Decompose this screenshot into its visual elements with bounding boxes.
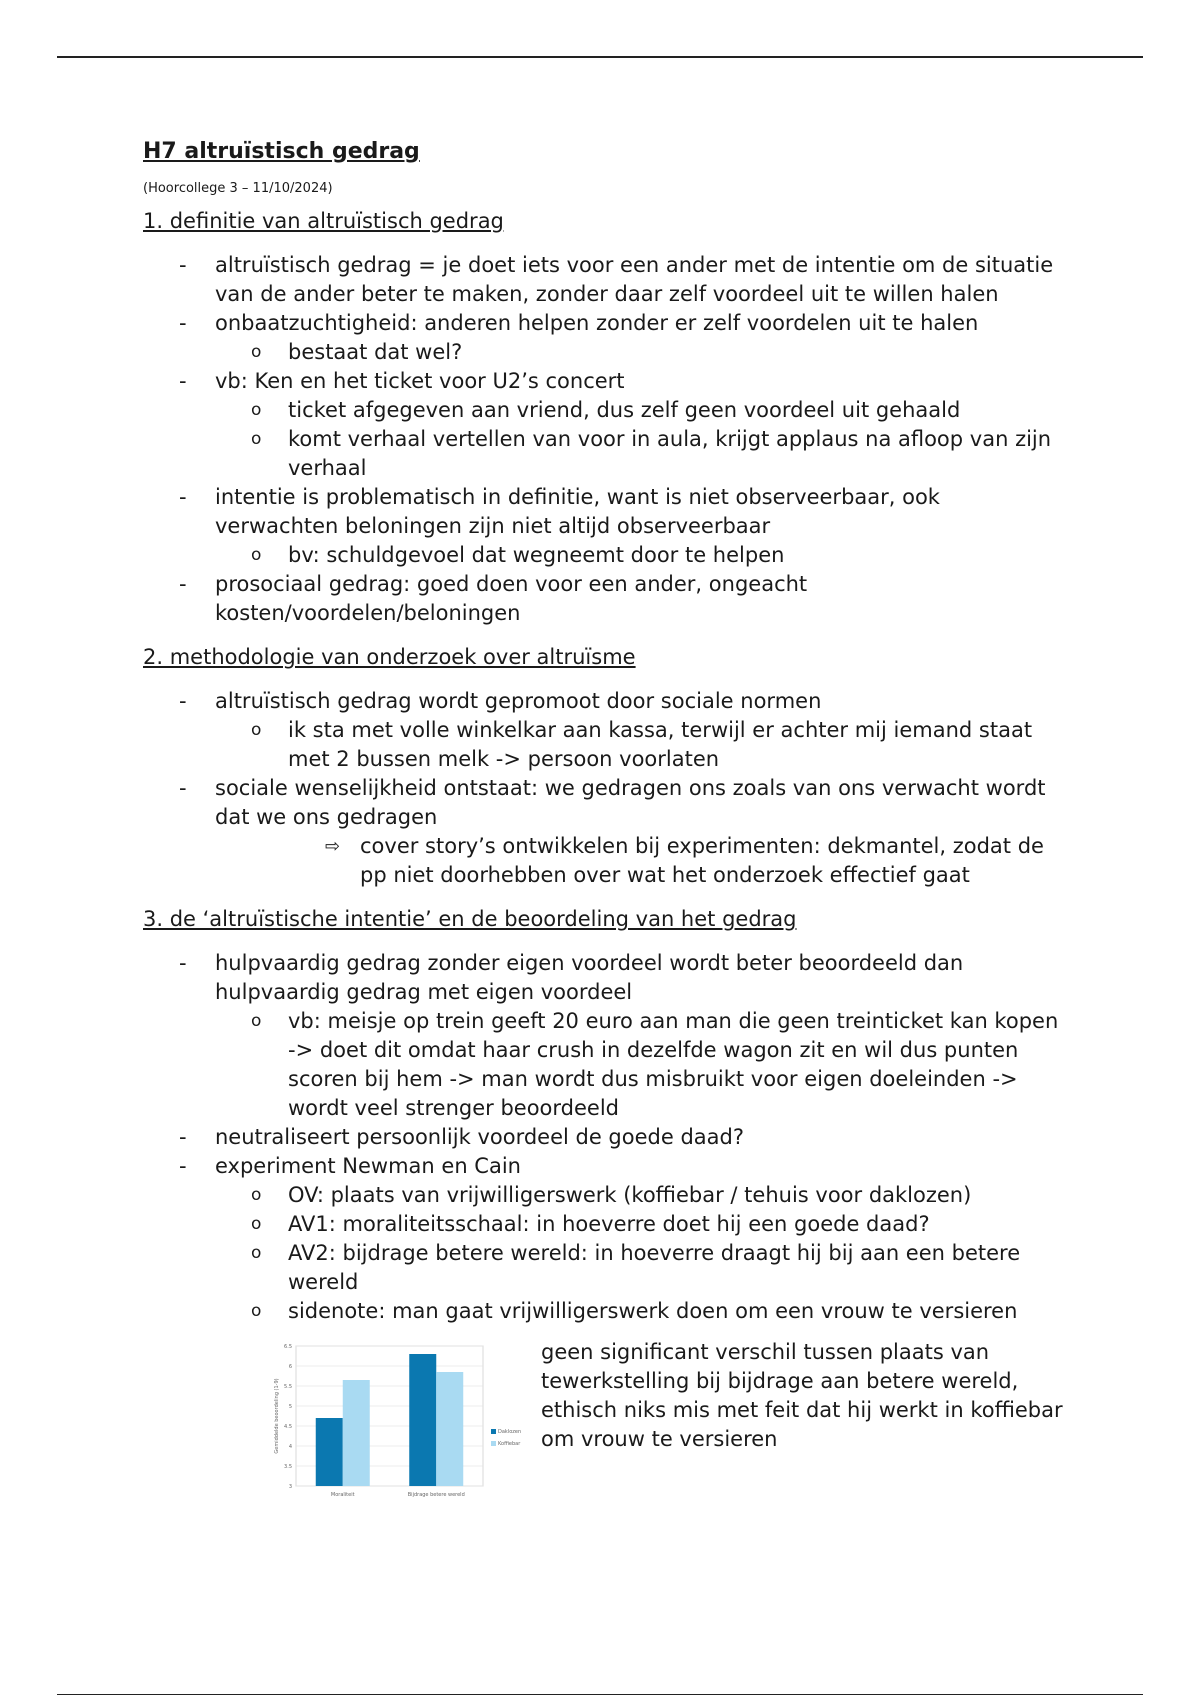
circle-bullet: o — [251, 1243, 262, 1264]
document-body — [143, 138, 1063, 1508]
y-tick-label: 3.5 — [284, 1464, 292, 1471]
section-heading-intentie: 3. de ‘altruïstische intentie’ en de beoordeling van het gedrag — [143, 907, 797, 932]
dash-bullet: - — [179, 1125, 187, 1150]
bar-koffiebar-0 — [343, 1380, 370, 1486]
list-item: o ik sta met volle winkelkar aan kassa, terwijl er achter mij iemand staat met 2 bussen melk -> persoon voorlaten — [251, 718, 1033, 772]
list-item: o sidenote: man gaat vrijwilligerswerk doen om een vrouw te versieren — [143, 1297, 1063, 1326]
circle-bullet: o — [251, 428, 262, 449]
section-heading-definitie: 1. definitie van altruïstisch gedrag — [143, 208, 504, 233]
list-item: - altruïstisch gedrag = je doet iets voor een ander met de intentie om de situatie van de ander beter te maken, zonder daar zelf voordeel uit te willen halen — [179, 252, 1054, 306]
list-item: - neutraliseert persoonlijk voordeel de goede daad? — [143, 1123, 1063, 1152]
dash-bullet: - — [179, 310, 187, 335]
chart-row — [143, 1338, 1063, 1508]
circle-bullet: o — [251, 341, 262, 362]
bar-daklozen-1 — [409, 1354, 436, 1486]
list-item: - altruïstisch gedrag wordt gepromoot door sociale normen — [143, 687, 1063, 716]
list-item: o komt verhaal vertellen van voor in aula, krijgt applaus na afloop van zijn verhaal — [251, 426, 1052, 480]
y-tick-label: 4.5 — [284, 1424, 292, 1431]
y-tick-label: 6 — [288, 1364, 292, 1371]
arrow-bullet-icon: ⇨ — [325, 836, 341, 858]
legend-swatch-daklozen — [491, 1429, 496, 1434]
legend-label-koffiebar: Koffiebar — [498, 1441, 521, 1448]
chart-note: geen significant verschil tussen plaats van tewerkstelling bij bijdrage aan betere wereld, ethisch niks mis met feit dat hij werkt in koffiebar om vrouw te versieren — [541, 1340, 1063, 1452]
circle-bullet: o — [251, 1185, 262, 1206]
list-item: o OV: plaats van vrijwilligerswerk (koffiebar / tehuis voor daklozen) — [143, 1181, 1063, 1210]
list-item: - hulpvaardig gedrag zonder eigen voordeel wordt beter beoordeeld dan hulpvaardig gedrag met eigen voordeel — [179, 951, 964, 1005]
dash-bullet: - — [179, 252, 187, 277]
lecture-date: (Hoorcollege 3 – 11/10/2024) — [143, 180, 333, 196]
list-item: - sociale wenselijkheid ontstaat: we gedragen ons zoals van ons verwacht wordt dat we ons gedragen — [179, 776, 1046, 830]
circle-bullet: o — [251, 720, 262, 741]
list-item: o bestaat dat wel? — [143, 338, 1063, 367]
dash-bullet: - — [179, 1154, 187, 1179]
y-tick-label: 5 — [288, 1404, 292, 1411]
legend-swatch-koffiebar — [491, 1441, 496, 1446]
x-tick-label: Bijdrage betere wereld — [407, 1492, 465, 1499]
bottom-rule — [57, 1694, 1143, 1695]
section-list-intentie — [143, 949, 1063, 1326]
section-list-methodologie — [143, 687, 1063, 890]
list-item: ⇨ cover story’s ontwikkelen bij experimenten: dekmantel, zodat de pp niet doorhebben over wat het onderzoek effectief gaat — [325, 834, 1044, 888]
circle-bullet: o — [251, 544, 262, 565]
list-item: - experiment Newman en Cain — [143, 1152, 1063, 1181]
bar-daklozen-0 — [316, 1418, 343, 1486]
list-item: o AV2: bijdrage betere wereld: in hoeverre draagt hij bij aan een betere wereld — [251, 1241, 1021, 1295]
y-axis-label: Gemiddelde beoordeling (1-9) — [274, 1378, 280, 1455]
circle-bullet: o — [251, 1214, 262, 1235]
x-tick-label: Moraliteit — [330, 1492, 355, 1499]
dash-bullet: - — [179, 368, 187, 393]
bar-chart — [268, 1338, 533, 1508]
y-tick-label: 3 — [288, 1484, 292, 1491]
list-item: o bv: schuldgevoel dat wegneemt door te helpen — [143, 541, 1063, 570]
top-rule — [57, 56, 1143, 58]
list-item: - intentie is problematisch in definitie, want is niet observeerbaar, ook verwachten beloningen zijn niet altijd observeerbaar — [179, 484, 940, 538]
list-item: - prosociaal gedrag: goed doen voor een ander, ongeacht kosten/voordelen/beloningen — [179, 571, 808, 625]
bar-koffiebar-1 — [436, 1372, 463, 1486]
list-item: - vb: Ken en het ticket voor U2’s concert — [143, 367, 1063, 396]
circle-bullet: o — [251, 399, 262, 420]
page-title: H7 altruïstisch gedrag — [143, 139, 420, 164]
list-item: o AV1: moraliteitsschaal: in hoeverre doet hij een goede daad? — [143, 1210, 1063, 1239]
dash-bullet: - — [179, 689, 187, 714]
dash-bullet: - — [179, 484, 187, 509]
dash-bullet: - — [179, 571, 187, 596]
y-tick-label: 6.5 — [284, 1344, 292, 1351]
section-heading-methodologie: 2. methodologie van onderzoek over altruïsme — [143, 644, 636, 669]
list-item: o vb: meisje op trein geeft 20 euro aan man die geen treinticket kan kopen -> doet dit omdat haar crush in dezelfde wagon zit en wil dus punten scoren bij hem -> man wordt dus misbruikt voor eigen doeleinden -> wordt veel strenger beoordeeld — [251, 1009, 1059, 1121]
dash-bullet: - — [179, 951, 187, 976]
dash-bullet: - — [179, 776, 187, 801]
legend-label-daklozen: Daklozen — [498, 1429, 522, 1436]
circle-bullet: o — [251, 1301, 262, 1322]
y-tick-label: 4 — [288, 1444, 292, 1451]
section-list-definitie — [143, 251, 1063, 628]
list-item: o ticket afgegeven aan vriend, dus zelf geen voordeel uit gehaald — [143, 396, 1063, 425]
circle-bullet: o — [251, 1011, 262, 1032]
y-tick-label: 5.5 — [284, 1384, 292, 1391]
list-item: - onbaatzuchtigheid: anderen helpen zonder er zelf voordelen uit te halen — [143, 309, 1063, 338]
